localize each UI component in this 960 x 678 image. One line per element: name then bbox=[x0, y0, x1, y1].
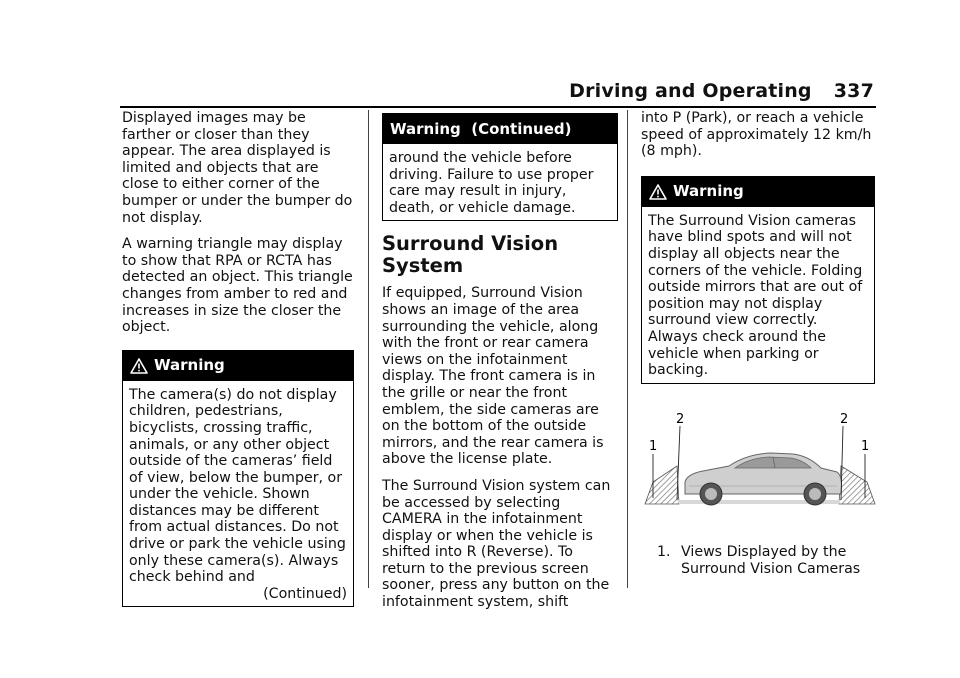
caption-line-2: Surround Vision Cameras bbox=[681, 560, 861, 577]
warning-box-continued bbox=[382, 113, 618, 221]
label-left-2: 2 bbox=[676, 412, 685, 427]
caption-number: 1. bbox=[657, 544, 671, 560]
continued-label: (Continued) bbox=[263, 585, 347, 602]
paragraph-displayed-images: Displayed images may be farther or closer than they appear. The area displayed is limited and objects that are close to either corner of the bumper or under the bumper do not display. bbox=[122, 110, 353, 226]
section-heading-surround-vision: Surround Vision System bbox=[382, 232, 559, 278]
warning-title: Warning bbox=[154, 356, 225, 375]
paragraph-warning-triangle: A warning triangle may display to show that RPA or RCTA has detected an object. This triangle changes from amber to red and increases in size the closer the object. bbox=[122, 236, 353, 336]
warning-title-continued: Warning (Continued) bbox=[390, 119, 572, 138]
figure-caption bbox=[657, 544, 877, 577]
warning-text-continued: around the vehicle before driving. Failure to use proper care may result in injury, death, or vehicle damage. bbox=[389, 150, 594, 216]
warning-box-cameras bbox=[122, 350, 354, 608]
warning-triangle-icon bbox=[130, 358, 148, 374]
page-number: 337 bbox=[833, 80, 874, 102]
warning-text-blind-spots: The Surround Vision cameras have blind spots and will not display all objects near the corners of the vehicle. Folding outside mirrors that are out of position may not display surround view correctly. Always check around the vehicle when parking or backing. bbox=[648, 212, 863, 379]
column-3 bbox=[641, 110, 875, 384]
header-rule bbox=[120, 106, 876, 108]
paragraph-surround-vision: If equipped, Surround Vision shows an image of the area surrounding the vehicle, along with the front or rear camera views on the infotainment display. The front camera is in the grille or near the front emblem, the side cameras are on the bottom of the outside mirrors, and the rear camera is above the license plate. bbox=[382, 285, 604, 468]
column-divider-2 bbox=[627, 110, 628, 588]
warning-header bbox=[123, 351, 353, 381]
caption-line-1: Views Displayed by the bbox=[681, 544, 847, 560]
paragraph-park-speed: into P (Park), or reach a vehicle speed of approximately 12 km/h (8 mph). bbox=[641, 110, 872, 160]
label-left-1: 1 bbox=[649, 439, 658, 454]
warning-body-blind-spots bbox=[642, 207, 874, 383]
section-title: Driving and Operating bbox=[569, 80, 812, 102]
warning-body-continued bbox=[383, 144, 617, 220]
warning-triangle-icon bbox=[649, 184, 667, 200]
warning-header-blind-spots bbox=[642, 177, 874, 207]
right-view-zone bbox=[839, 466, 875, 504]
warning-box-blind-spots bbox=[641, 176, 875, 384]
warning-title-blind-spots: Warning bbox=[673, 182, 744, 201]
column-divider-1 bbox=[368, 110, 369, 588]
column-2 bbox=[382, 110, 618, 621]
surround-vision-illustration bbox=[643, 408, 877, 516]
paragraph-access: The Surround Vision system can be accessed by selecting CAMERA in the infotainment display or when the vehicle is shifted into R (Reverse). To return to the previous screen sooner, press any button on the infotainment system, shift bbox=[382, 477, 611, 611]
warning-body bbox=[123, 381, 353, 607]
label-right-1: 1 bbox=[861, 439, 870, 454]
left-view-zone bbox=[645, 466, 679, 504]
page-header bbox=[569, 80, 874, 102]
column-1 bbox=[122, 110, 354, 607]
warning-text: The camera(s) do not display children, pedestrians, bicyclists, crossing traffic, animals, or any other object outside of the cameras’ field of view, below the bumper, or under the vehicle. Shown distances may be different from actual distances. Do not drive or park the vehicle using only these camera(s). Always check behind and bbox=[129, 386, 346, 586]
label-right-2: 2 bbox=[840, 412, 849, 427]
warning-header-continued bbox=[383, 114, 617, 144]
